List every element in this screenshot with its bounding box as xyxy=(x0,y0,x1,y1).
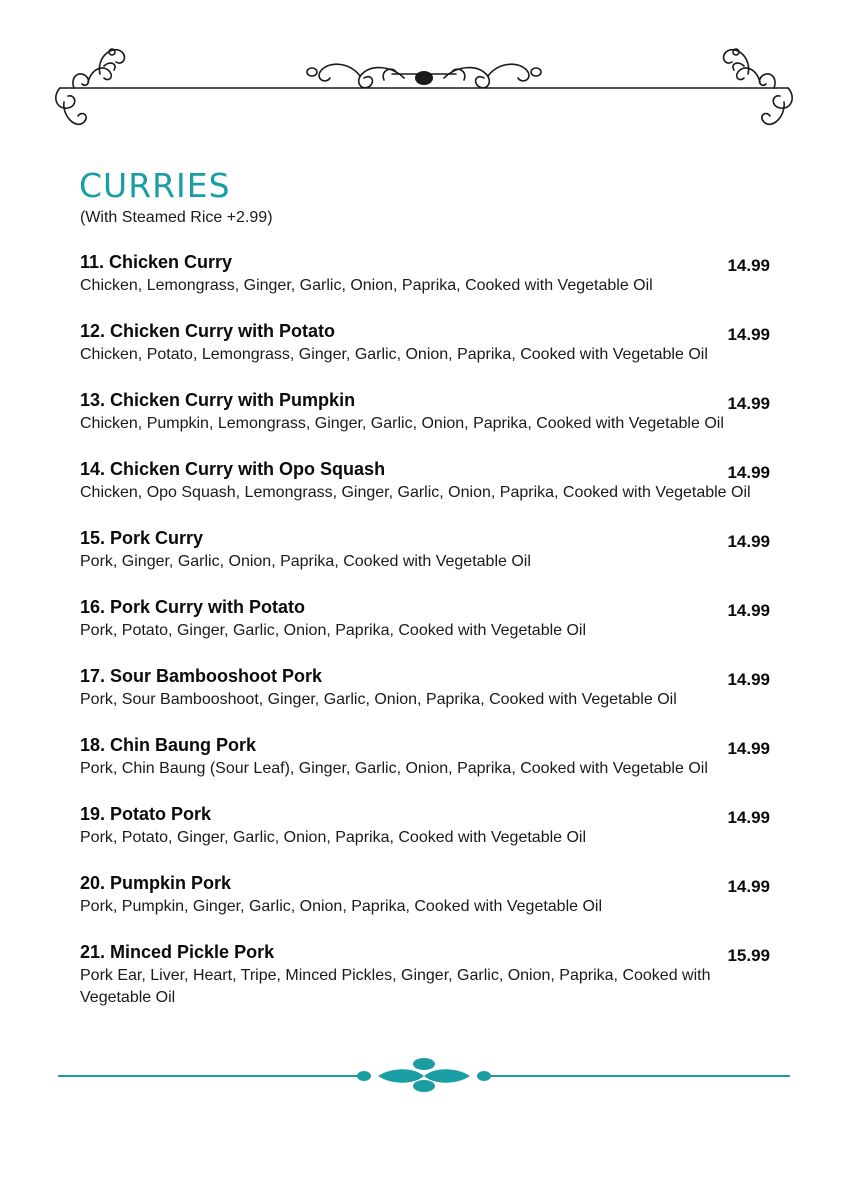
menu-item xyxy=(80,942,780,1011)
item-name: 12. Chicken Curry with Potato xyxy=(80,321,336,341)
item-price: 14.99 xyxy=(727,325,770,344)
item-description: Chicken, Opo Squash, Lemongrass, Ginger, Garlic, Onion, Paprika, Cooked with Vegetable Oil xyxy=(80,484,751,501)
item-name: 18. Chin Baung Pork xyxy=(80,735,257,755)
top-flourish-border-icon xyxy=(0,30,848,140)
menu-item xyxy=(80,666,780,735)
item-description: Pork, Potato, Ginger, Garlic, Onion, Paprika, Cooked with Vegetable Oil xyxy=(80,829,587,846)
bottom-flourish-divider-icon xyxy=(0,1050,848,1100)
item-description: Pork, Sour Bambooshoot, Ginger, Garlic, Onion, Paprika, Cooked with Vegetable Oil xyxy=(80,691,677,708)
menu-item xyxy=(80,804,780,873)
item-price: 14.99 xyxy=(727,877,770,896)
item-name: 16. Pork Curry with Potato xyxy=(80,597,306,617)
item-description: Pork Ear, Liver, Heart, Tripe, Minced Pickles, Ginger, Garlic, Onion, Paprika, Cooked with Vegetable Oil xyxy=(80,967,711,1006)
item-price: 15.99 xyxy=(727,946,770,965)
menu-item xyxy=(80,390,780,459)
item-description: Chicken, Lemongrass, Ginger, Garlic, Onion, Paprika, Cooked with Vegetable Oil xyxy=(80,277,653,294)
item-name: 19. Potato Pork xyxy=(80,804,212,824)
menu-item xyxy=(80,321,780,390)
item-price: 14.99 xyxy=(727,670,770,689)
item-name: 15. Pork Curry xyxy=(80,528,204,548)
item-description: Pork, Pumpkin, Ginger, Garlic, Onion, Paprika, Cooked with Vegetable Oil xyxy=(80,898,603,915)
item-description: Pork, Chin Baung (Sour Leaf), Ginger, Garlic, Onion, Paprika, Cooked with Vegetable Oil xyxy=(80,760,708,777)
item-description: Pork, Ginger, Garlic, Onion, Paprika, Cooked with Vegetable Oil xyxy=(80,553,531,570)
item-price: 14.99 xyxy=(727,532,770,551)
item-price: 14.99 xyxy=(727,463,770,482)
menu-item xyxy=(80,459,780,528)
item-description: Chicken, Pumpkin, Lemongrass, Ginger, Garlic, Onion, Paprika, Cooked with Vegetable Oil xyxy=(80,415,724,432)
item-price: 14.99 xyxy=(727,739,770,758)
menu-item xyxy=(80,873,780,942)
menu-item xyxy=(80,252,780,321)
menu-items-list xyxy=(80,252,780,1011)
item-price: 14.99 xyxy=(727,256,770,275)
menu-item xyxy=(80,735,780,804)
item-description: Chicken, Potato, Lemongrass, Ginger, Garlic, Onion, Paprika, Cooked with Vegetable Oil xyxy=(80,346,708,363)
menu-item xyxy=(80,528,780,597)
item-description: Pork, Potato, Ginger, Garlic, Onion, Paprika, Cooked with Vegetable Oil xyxy=(80,622,587,639)
item-name: 14. Chicken Curry with Opo Squash xyxy=(80,459,386,479)
item-name: 21. Minced Pickle Pork xyxy=(80,942,275,962)
item-price: 14.99 xyxy=(727,601,770,620)
section-note: (With Steamed Rice +2.99) xyxy=(80,209,273,226)
item-name: 13. Chicken Curry with Pumpkin xyxy=(80,390,356,410)
menu-item xyxy=(80,597,780,666)
item-price: 14.99 xyxy=(727,394,770,413)
item-name: 20. Pumpkin Pork xyxy=(80,873,232,893)
item-name: 17. Sour Bambooshoot Pork xyxy=(80,666,323,686)
item-price: 14.99 xyxy=(727,808,770,827)
item-name: 11. Chicken Curry xyxy=(80,252,233,272)
section-title: CURRIES xyxy=(79,166,231,205)
